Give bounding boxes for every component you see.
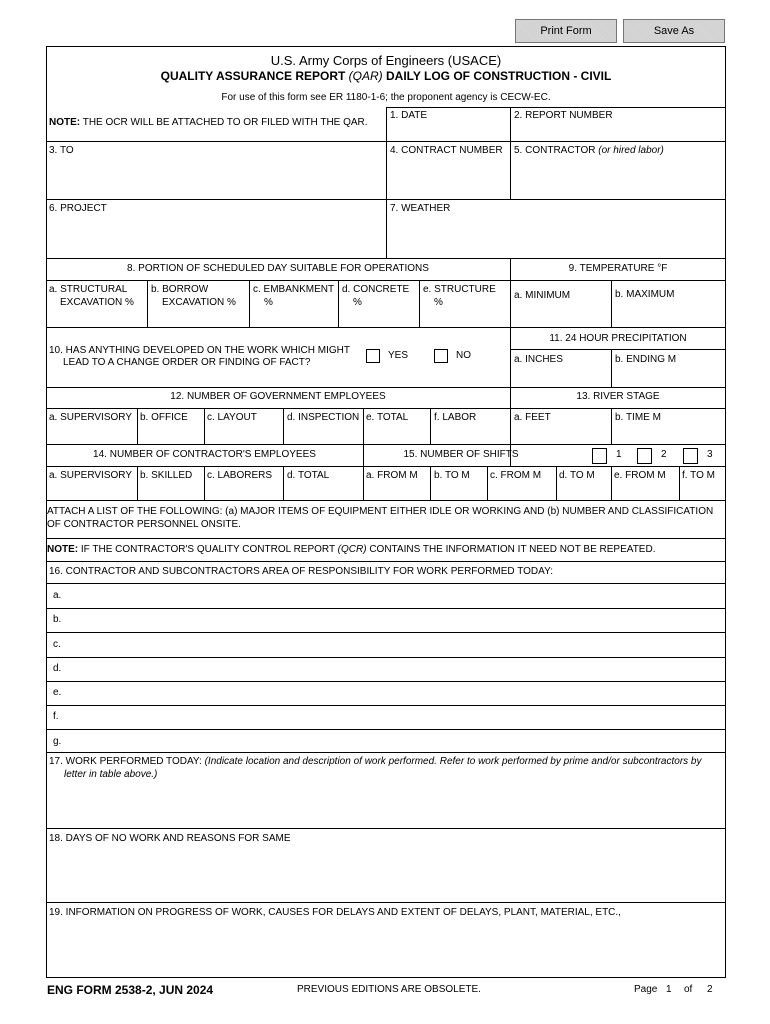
shift-2-checkbox[interactable] (637, 448, 652, 464)
responsibility-row-f[interactable]: f. (53, 711, 59, 722)
qcr-note-label: NOTE: (47, 544, 79, 555)
rule (46, 583, 726, 584)
gov-total-label: e. TOTAL (366, 412, 409, 423)
responsibility-row-a[interactable]: a. (53, 590, 62, 601)
title-part-a: QUALITY ASSURANCE REPORT (160, 69, 349, 83)
rule (46, 444, 726, 445)
contractor-text: 5. CONTRACTOR (514, 145, 599, 156)
title-part-b: (QAR) (348, 69, 383, 83)
rule (46, 500, 726, 501)
responsibility-row-e[interactable]: e. (53, 687, 62, 698)
rule (46, 280, 726, 281)
rule (46, 632, 726, 633)
structural-unit: EXCAVATION % (60, 297, 134, 308)
rule (283, 466, 284, 500)
yes-label: YES (388, 350, 409, 361)
shift-b-to-label: b. TO M (434, 470, 470, 481)
shift-2-label: 2 (661, 449, 667, 460)
contract-number-input[interactable] (390, 158, 506, 196)
structural-label: a. STRUCTURAL (49, 284, 128, 295)
note-label: NOTE: (49, 117, 81, 128)
title-part-c: DAILY LOG OF CONSTRUCTION - CIVIL (382, 69, 612, 83)
weather-input[interactable] (390, 216, 722, 256)
report-number-input[interactable] (514, 122, 722, 140)
ending-label: b. ENDING M (615, 354, 677, 365)
date-label: 1. DATE (390, 110, 428, 121)
river-time-label: b. TIME M (615, 412, 661, 423)
shift-d-to-label: d. TO M (559, 470, 595, 481)
shift-3-checkbox[interactable] (683, 448, 698, 464)
responsibility-row-d[interactable]: d. (53, 663, 62, 674)
embankment-label: c. EMBANKMENT (253, 284, 335, 295)
yes-checkbox[interactable] (366, 349, 380, 363)
rule (46, 752, 726, 753)
qcr-note-a: IF THE CONTRACTOR'S QUALITY CONTROL REPORT (78, 544, 338, 555)
project-input[interactable] (50, 216, 382, 256)
section14-title: 14. NUMBER OF CONTRACTOR'S EMPLOYEES (93, 449, 316, 460)
rule (46, 657, 726, 658)
responsibility-row-g[interactable]: g. (53, 736, 62, 747)
page-total: 2 (707, 984, 713, 995)
page-number: 1 (666, 984, 672, 995)
qcr-note-c: CONTAINS THE INFORMATION IT NEED NOT BE REPEATED. (366, 544, 656, 555)
rule (430, 408, 431, 444)
gov-layout-label: c. LAYOUT (207, 412, 257, 423)
contractor-italic: (or hired labor) (598, 145, 664, 156)
qcr-note (47, 544, 655, 556)
q10-line2: LEAD TO A CHANGE ORDER OR FINDING OF FACT? (63, 357, 311, 368)
rule (204, 466, 205, 500)
borrow-unit: EXCAVATION % (162, 297, 236, 308)
contractor-label (514, 145, 664, 157)
embankment-unit: % (264, 297, 273, 308)
work-performed-input[interactable] (50, 784, 722, 826)
section11-title: 11. 24 HOUR PRECIPITATION (549, 333, 687, 344)
print-form-button[interactable]: Print Form (515, 19, 617, 43)
rule (283, 408, 284, 444)
rule (46, 705, 726, 706)
section12-title: 12. NUMBER OF GOVERNMENT EMPLOYEES (170, 391, 386, 402)
con-supervisory-label: a. SUPERVISORY (49, 470, 132, 481)
rule (204, 408, 205, 444)
rule (679, 466, 680, 500)
section17-instructions-cont: letter in table above.) (64, 769, 158, 780)
weather-label: 7. WEATHER (390, 203, 451, 214)
rule (46, 387, 726, 388)
section19-title: 19. INFORMATION ON PROGRESS OF WORK, CAUSES FOR DELAYS AND EXTENT OF DELAYS, PLANT, MATERIAL, ETC., (49, 907, 621, 918)
rule (386, 199, 726, 200)
rule (430, 466, 431, 500)
borrow-label: b. BORROW (151, 284, 209, 295)
progress-input[interactable] (50, 922, 722, 976)
shift-e-from-label: e. FROM M (614, 470, 666, 481)
concrete-unit: % (353, 297, 362, 308)
rule (46, 608, 726, 609)
rule (487, 466, 488, 500)
section8-title: 8. PORTION OF SCHEDULED DAY SUITABLE FOR OPERATIONS (127, 263, 429, 274)
rule (137, 408, 138, 444)
gov-inspection-label: d. INSPECTION (287, 412, 360, 423)
date-input[interactable] (390, 122, 506, 140)
con-total-label: d. TOTAL (287, 470, 330, 481)
attach-line2: OF CONTRACTOR PERSONNEL ONSITE. (47, 519, 241, 530)
shift-f-to-label: f. TO M (682, 470, 715, 481)
shift-3-label: 3 (707, 449, 713, 460)
shift-1-checkbox[interactable] (592, 448, 607, 464)
note-text: THE OCR WILL BE ATTACHED TO OR FILED WITH THE QAR. (80, 117, 368, 128)
rule (46, 729, 726, 730)
con-laborers-label: c. LABORERS (207, 470, 273, 481)
river-feet-label: a. FEET (514, 412, 551, 423)
inches-label: a. INCHES (514, 354, 563, 365)
no-work-input[interactable] (50, 848, 722, 900)
form-title (46, 69, 726, 83)
section17-label: 17. WORK PERFORMED TODAY: (49, 756, 205, 767)
rule (338, 280, 339, 327)
shift-c-from-label: c. FROM M (490, 470, 542, 481)
rule (611, 349, 612, 387)
rule (419, 280, 420, 327)
structure-unit: % (434, 297, 443, 308)
qcr-note-b: (QCR) (337, 544, 367, 555)
rule (611, 466, 612, 500)
report-number-label: 2. REPORT NUMBER (514, 110, 613, 121)
rule (46, 258, 726, 259)
responsibility-row-c[interactable]: c. (53, 639, 61, 650)
shift-a-from-label: a. FROM M (366, 470, 418, 481)
project-label: 6. PROJECT (49, 203, 107, 214)
section17-instructions: (Indicate location and description of work performed. Refer to work performed by prime and/or subcontractors by (204, 756, 702, 767)
rule (46, 902, 726, 903)
agency-name: U.S. Army Corps of Engineers (USACE) (270, 53, 502, 68)
save-as-button[interactable]: Save As (623, 19, 725, 43)
qar-note (49, 117, 368, 129)
rule (386, 107, 387, 258)
rule (46, 538, 726, 539)
con-skilled-label: b. SKILLED (140, 470, 193, 481)
form-number: ENG FORM 2538-2, JUN 2024 (47, 983, 214, 997)
q10-line1: 10. HAS ANYTHING DEVELOPED ON THE WORK WHICH MIGHT (49, 345, 350, 356)
rule (611, 280, 612, 327)
rule (386, 107, 726, 108)
section9-title: 9. TEMPERATURE °F (568, 263, 668, 274)
rule (510, 258, 511, 466)
page-label: Page (634, 984, 658, 995)
obsolete-note: PREVIOUS EDITIONS ARE OBSOLETE. (297, 984, 481, 995)
no-label: NO (456, 350, 471, 361)
min-temp-label: a. MINIMUM (514, 290, 571, 301)
rule (363, 408, 364, 444)
no-checkbox[interactable] (434, 349, 448, 363)
contractor-input[interactable] (514, 158, 722, 196)
rule (611, 408, 612, 444)
gov-supervisory-label: a. SUPERVISORY (49, 412, 132, 423)
attach-line1: ATTACH A LIST OF THE FOLLOWING: (a) MAJOR ITEMS OF EQUIPMENT EITHER IDLE OR WORKING AND (b) NUMBER AND CLASSIFICATION (47, 506, 714, 517)
rule (46, 681, 726, 682)
rule (46, 408, 726, 409)
usage-note: For use of this form see ER 1180-1-6; the proponent agency is CECW-EC. (221, 92, 551, 103)
rule (46, 828, 726, 829)
section17-title (49, 756, 702, 768)
max-temp-label: b. MAXIMUM (615, 289, 675, 300)
page-of: of (684, 984, 693, 995)
shift-1-label: 1 (616, 449, 622, 460)
section18-title: 18. DAYS OF NO WORK AND REASONS FOR SAME (49, 833, 291, 844)
rule (46, 327, 726, 328)
rule (249, 280, 250, 327)
rule (556, 466, 557, 500)
contract-number-label: 4. CONTRACT NUMBER (390, 145, 503, 156)
gov-labor-label: f. LABOR (434, 412, 477, 423)
section15-title: 15. NUMBER OF SHIFTS (403, 449, 519, 460)
to-label: 3. TO (49, 145, 74, 156)
responsibility-row-b[interactable]: b. (53, 614, 62, 625)
concrete-label: d. CONCRETE (342, 284, 410, 295)
rule (510, 349, 726, 350)
structure-label: e. STRUCTURE (423, 284, 496, 295)
rule (510, 107, 511, 199)
rule (137, 466, 138, 500)
rule (147, 280, 148, 327)
gov-office-label: b. OFFICE (140, 412, 188, 423)
rule (46, 466, 726, 467)
section13-title: 13. RIVER STAGE (576, 391, 660, 402)
rule (46, 561, 726, 562)
section16-title: 16. CONTRACTOR AND SUBCONTRACTORS AREA OF RESPONSIBILITY FOR WORK PERFORMED TODAY: (49, 566, 553, 577)
